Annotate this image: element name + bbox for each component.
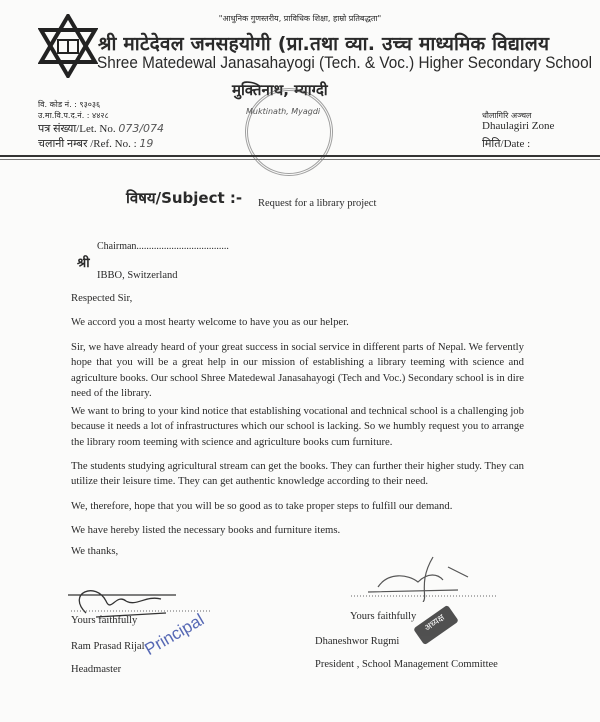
school-name-english: Shree Matedewal Janasahayogi (Tech. & Voc.) Higher Secondary School — [97, 53, 592, 72]
president-stamp: अध्यक्ष — [413, 605, 459, 645]
date-label: मिति/Date : — [482, 138, 531, 150]
hss-registration: उ.मा.वि.प.द.नं. : ४४२८ — [38, 111, 109, 120]
signatory-2-name: Dhaneshwor Rugmi — [315, 636, 400, 647]
paragraph: Sir, we have already heard of your great success in social service in different parts of Nepal. We fervently hope that you will be a great help in our mission of establishing a library teeming with science and agriculture books. Our school Shree Matedewal Janasahayogi (Tech and Voc.) Secondary school is in dire need of the library. — [71, 340, 524, 400]
school-code: वि. कोड नं. : ९३०३६ — [38, 100, 101, 109]
president-signature — [348, 552, 498, 602]
school-motto: "आधुनिक गुणस्तरीय, प्राविधिक शिक्षा, हाम्रो प्रतिबद्धता" — [218, 14, 382, 23]
closing: We thanks, — [71, 545, 119, 557]
recipient-org: IBBO, Switzerland — [97, 270, 178, 281]
reference-number: चलानी नम्बर /Ref. No. : 19 — [38, 137, 154, 150]
principal-stamp: Principal — [141, 610, 208, 660]
salutation: Respected Sir, — [71, 292, 133, 304]
recipient-prefix: श्री — [77, 256, 90, 271]
school-place-nepali: मुक्तिनाथ, म्याग्दी — [232, 81, 328, 99]
stamp-text: Muktinath, Myagdi — [246, 107, 321, 116]
signatory-1-closing: Yours faithfully — [71, 615, 138, 626]
signatory-1-role: Headmaster — [71, 664, 122, 675]
zone-english: Dhaulagiri Zone — [482, 120, 555, 132]
school-stamp — [245, 88, 333, 176]
paragraph: We, therefore, hope that you will be so good as to take proper steps to fulfill our demand. — [71, 499, 453, 512]
zone-nepali: धौलागिरि अञ्चल — [482, 111, 532, 120]
letter-number: पत्र संख्या/Let. No. 073/074 — [38, 122, 165, 135]
subject-value: Request for a library project — [258, 198, 377, 209]
paragraph: We want to bring to your kind notice that establishing vocational and technical school is a challenging job because it needs a lot of infrastructures which our school is lacking. So we humbly request you to arrange the library room teeming with science and agriculture books cum furniture. — [71, 404, 524, 448]
subject-label: विषय/Subject :- — [126, 189, 243, 207]
signatory-2-closing: Yours faithfully — [350, 611, 417, 622]
signatory-2-role: President , School Management Committee — [315, 659, 498, 670]
school-name-nepali: श्री माटेदेवल जनसहयोगी (प्रा.तथा व्या. उच्च माध्यमिक विद्यालय — [98, 33, 550, 55]
paragraph: The students studying agricultural stream can get the books. They can further their higher study. They can utilize their leisure time. They can get authentic knowledge according to their need. — [71, 459, 524, 488]
header-divider-thin — [0, 159, 600, 160]
paragraph: We have hereby listed the necessary books and furniture items. — [71, 523, 341, 536]
signatory-1-name: Ram Prasad Rijal — [71, 641, 145, 652]
paragraph: We accord you a most hearty welcome to have you as our helper. — [71, 315, 349, 328]
recipient-title: Chairman..................................... — [97, 241, 229, 252]
header-divider — [0, 155, 600, 157]
